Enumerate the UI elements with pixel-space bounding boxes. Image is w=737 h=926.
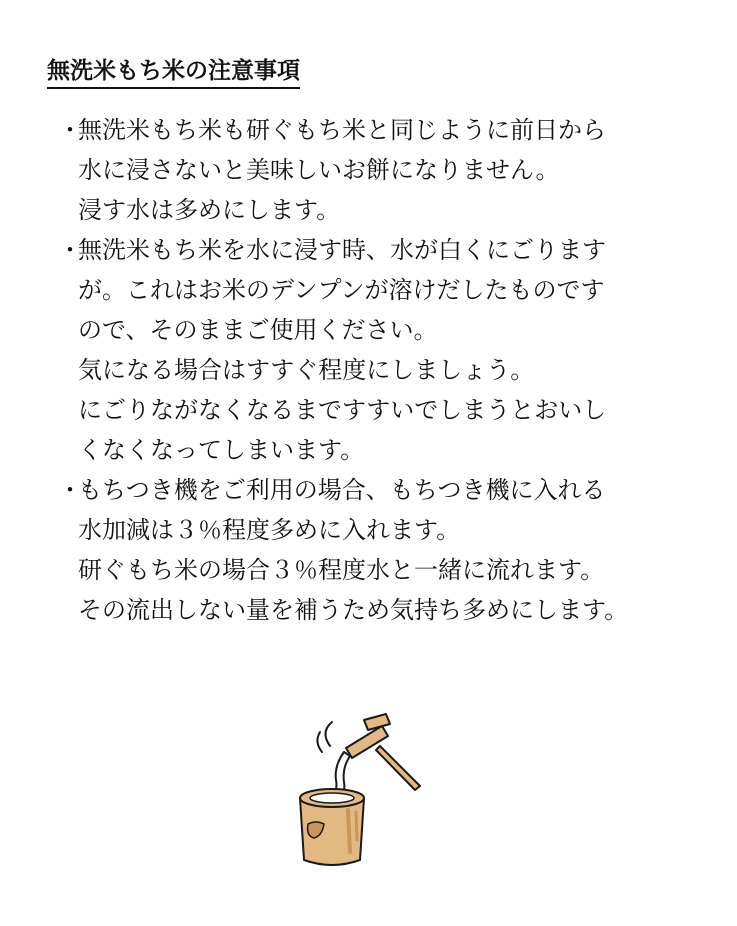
bullet-mark: ・ — [58, 116, 82, 144]
note-line: 浸す水は多めにします。 — [78, 196, 341, 224]
note-item — [58, 230, 628, 470]
note-line: 無洗米もち米も研ぐもち米と同じように前日から — [78, 116, 606, 144]
notes-list — [58, 110, 628, 630]
note-line: 水加減は３％程度多めに入れます。 — [78, 516, 461, 544]
note-line: もちつき機をご利用の場合、もちつき機に入れる — [78, 476, 606, 504]
note-line: その流出しない量を補うため気持ち多めにします。 — [78, 596, 629, 624]
bullet-mark: ・ — [58, 476, 82, 504]
mochi-pounding-mortar-and-mallet-icon — [292, 712, 432, 872]
note-line: が。これはお米のデンプンが溶けだしたものです — [78, 276, 605, 304]
note-line: 無洗米もち米を水に浸す時、水が白くにごります — [78, 236, 606, 264]
note-item — [58, 110, 628, 230]
note-line: 研ぐもち米の場合３％程度水と一緒に流れます。 — [78, 556, 605, 584]
note-line: 水に浸さないと美味しいお餅になりません。 — [78, 156, 560, 184]
bullet-mark: ・ — [58, 236, 82, 264]
note-line: 気になる場合はすすぐ程度にしましょう。 — [78, 356, 535, 384]
note-item — [58, 470, 628, 630]
note-line: にごりながなくなるまですすいでしまうとおいし — [78, 396, 607, 424]
note-line: くなくなってしまいます。 — [78, 436, 365, 464]
note-line: ので、そのままご使用ください。 — [78, 316, 438, 344]
page-title: 無洗米もち米の注意事項 — [47, 56, 300, 89]
